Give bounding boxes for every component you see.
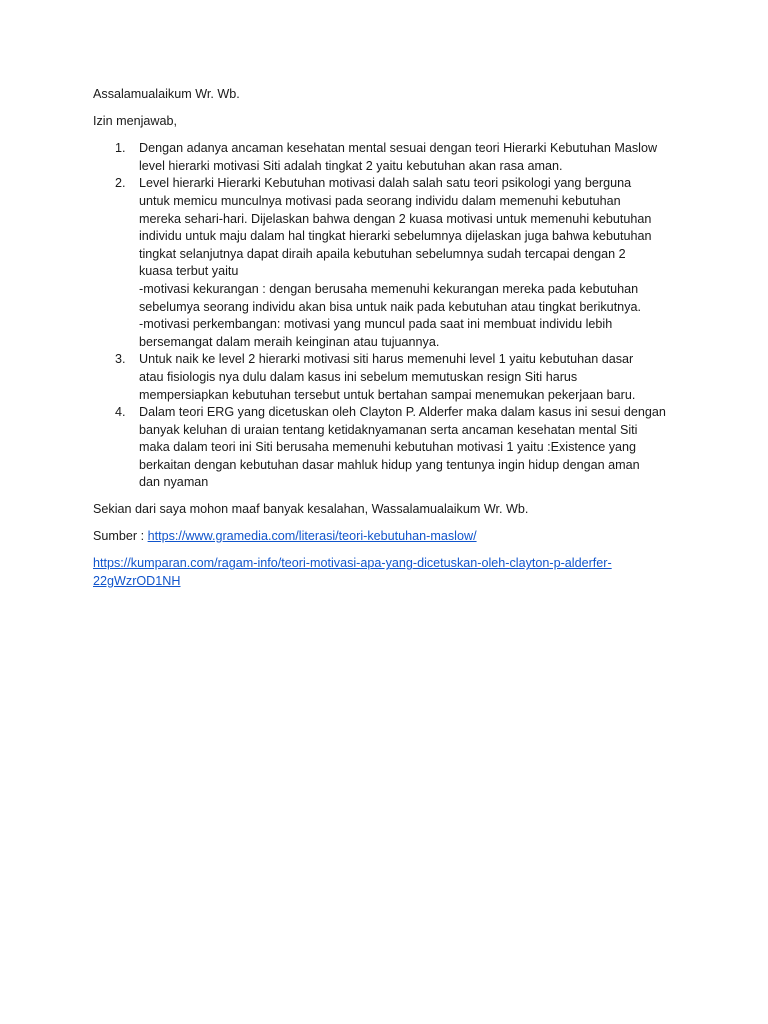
list-line: -motivasi perkembangan: motivasi yang muncul pada saat ini membuat individu lebih: [139, 317, 613, 332]
list-line: individu untuk maju dalam hal tingkat hierarki sebelumnya dijelaskan juga bahwa kebutuhan: [139, 229, 652, 244]
list-line: level hierarki motivasi Siti adalah tingkat 2 yaitu kebutuhan akan rasa aman.: [139, 158, 563, 173]
list-item: [93, 404, 683, 492]
list-line: berkaitan dengan kebutuhan dasar mahluk hidup yang tentunya ingin hidup dengan aman: [139, 457, 640, 472]
list-line: dan nyaman: [139, 475, 209, 490]
list-number: 2.: [115, 176, 126, 191]
source-link-gramedia[interactable]: https://www.gramedia.com/literasi/teori-kebutuhan-maslow/: [147, 529, 477, 544]
list-line: mereka sehari-hari. Dijelaskan bahwa dengan 2 kuasa motivasi untuk memenuhi kebutuhan: [139, 211, 652, 226]
list-line: Untuk naik ke level 2 hierarki motivasi siti harus memenuhi level 1 yaitu kebutuhan dasar: [139, 352, 634, 367]
list-item: [93, 351, 683, 404]
document-body: [93, 86, 683, 600]
list-line: Level hierarki Hierarki Kebutuhan motivasi dalah salah satu teori psikologi yang berguna: [139, 176, 632, 191]
list-line: tingkat selanjutnya dapat diraih apaila kebutuhan sebelumnya sudah tercapai dengan 2: [139, 246, 626, 261]
list-number: 4.: [115, 405, 126, 420]
list-line: banyak keluhan di uraian tentang ketidaknyamanan serta ancaman kesehatan mental Siti: [139, 422, 638, 437]
list-line: untuk memicu munculnya motivasi pada seorang individu dalam memenuhi kebutuhan: [139, 193, 621, 208]
list-line: Dalam teori ERG yang dicetuskan oleh Clayton P. Alderfer maka dalam kasus ini sesui dengan: [139, 405, 666, 420]
source-link-kumparan[interactable]: [93, 556, 612, 588]
list-line: mempersiapkan kebutuhan tersebut untuk bertahan sampai menemukan pekerjaan baru.: [139, 387, 636, 402]
list-line: Dengan adanya ancaman kesehatan mental sesuai dengan teori Hierarki Kebutuhan Maslow: [139, 141, 658, 156]
list-number: 1.: [115, 141, 126, 156]
list-line: bersemangat dalam meraih keinginan atau tujuannya.: [139, 334, 440, 349]
list-line: sebelumya seorang individu akan bisa untuk naik pada kebutuhan atau tingkat berikutnya.: [139, 299, 641, 314]
list-number: 3.: [115, 352, 126, 367]
link-line[interactable]: 22gWzrOD1NH: [93, 573, 181, 588]
source-line-2: [93, 555, 683, 590]
intro-text: Izin menjawab,: [93, 114, 177, 129]
source-line: [93, 528, 683, 546]
answer-list: [93, 140, 683, 492]
list-line: kuasa terbut yaitu: [139, 264, 239, 279]
closing-text: Sekian dari saya mohon maaf banyak kesalahan, Wassalamualaikum Wr. Wb.: [93, 502, 529, 517]
source-label: Sumber :: [93, 529, 148, 544]
list-item: [93, 140, 683, 175]
list-line: atau fisiologis nya dulu dalam kasus ini sebelum memutuskan resign Siti harus: [139, 369, 578, 384]
list-item: [93, 175, 683, 351]
list-line: -motivasi kekurangan : dengan berusaha memenuhi kekurangan mereka pada kebutuhan: [139, 281, 639, 296]
list-line: maka dalam teori ini Siti berusaha memenuhi kebutuhan motivasi 1 yaitu :Existence yang: [139, 440, 637, 455]
greeting-text: Assalamualaikum Wr. Wb.: [93, 87, 240, 101]
link-line[interactable]: https://kumparan.com/ragam-info/teori-motivasi-apa-yang-dicetuskan-oleh-clayton-p-alderfer-: [93, 556, 612, 571]
